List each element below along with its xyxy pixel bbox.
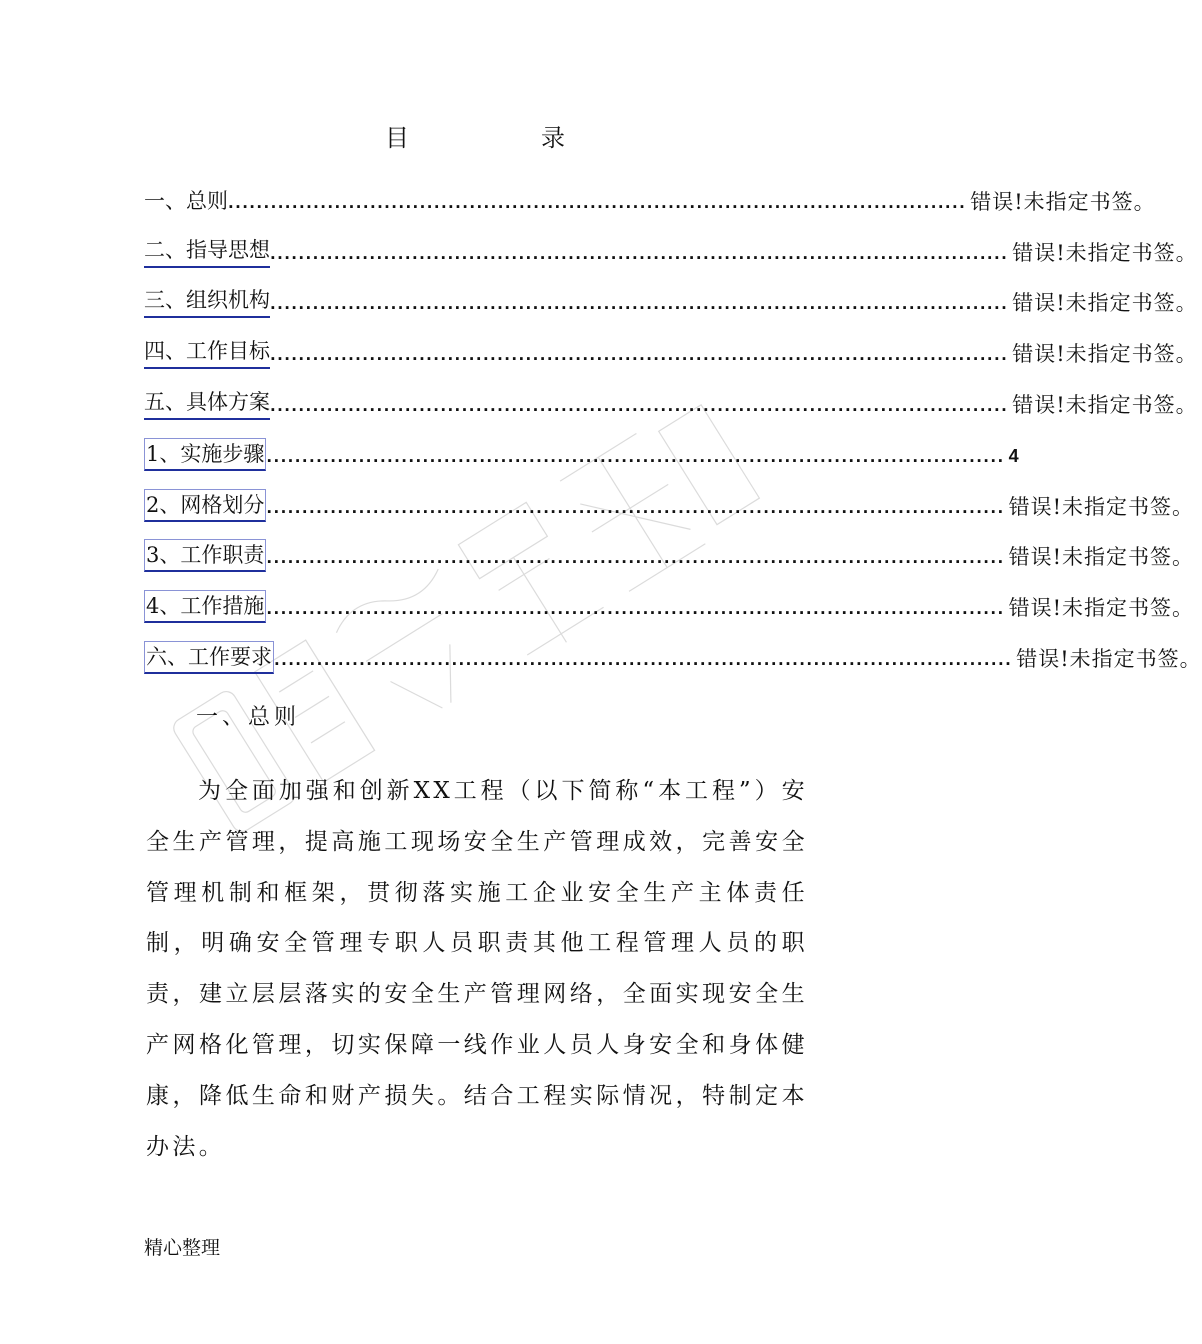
toc-entry-label: 五、具体方案	[144, 387, 270, 420]
toc-leader-dots: ........................................................................................................	[228, 193, 967, 212]
footer-text: 精心整理	[144, 1237, 221, 1259]
toc-entry-label: 四、工作目标	[144, 336, 270, 369]
toc-entry-label: 2、网格划分	[144, 489, 266, 522]
toc-leader-dots: ........................................................................................................	[266, 498, 1005, 517]
toc-entry-page: 错误!未指定书签。	[1012, 291, 1198, 316]
toc-leader-dots: ........................................................................................................	[266, 600, 1005, 619]
section-heading: 一、总则	[196, 705, 301, 730]
toc-entry-label: 1、实施步骤	[144, 438, 266, 471]
toc-entry-page: 错误!未指定书签。	[1008, 596, 1195, 621]
toc-entry[interactable]	[144, 471, 1195, 522]
toc-entry-page: 错误!未指定书签。	[1008, 545, 1195, 570]
toc-entry[interactable]	[144, 268, 1198, 319]
toc-entry-page: 错误!未指定书签。	[1008, 494, 1195, 519]
body-paragraph: 为全面加强和创新XX工程（以下简称“本工程”）安全生产管理，提高施工现场安全生产管理成效，完善安全管理机制和框架，贯彻落实施工企业安全生产主体责任制，明确安全管理专职人员职责其他工程管理人员的职责，建立层层落实的安全生产管理网络，全面实现安全生产网格化管理，切实保障一线作业人员人身安全和身体健康，降低生命和财产损失。结合工程实际情况，特制定本办法。	[146, 778, 808, 1160]
table-of-contents	[144, 166, 1202, 674]
toc-leader-dots: ........................................................................................................	[266, 549, 1005, 568]
toc-leader-dots: ........................................................................................................	[270, 396, 1009, 415]
toc-entry-label: 三、组织机构	[144, 285, 270, 318]
toc-entry[interactable]	[144, 522, 1195, 573]
toc-entry-page: 错误!未指定书签。	[1012, 392, 1198, 417]
toc-entry[interactable]	[144, 572, 1195, 623]
toc-leader-dots: ........................................................................................................	[270, 295, 1009, 314]
toc-entry[interactable]	[144, 318, 1198, 369]
toc-leader-dots: ........................................................................................................	[270, 244, 1009, 263]
toc-leader-dots: ........................................................................................................	[266, 447, 1005, 466]
toc-entry-label: 六、工作要求	[144, 641, 274, 674]
toc-entry-label: 3、工作职责	[144, 539, 266, 572]
toc-entry-page: 4	[1008, 445, 1020, 466]
toc-entry-label: 一、总则	[144, 188, 228, 213]
toc-entry-page: 错误!未指定书签。	[1016, 646, 1202, 671]
toc-entry[interactable]	[144, 420, 1020, 471]
toc-leader-dots: ........................................................................................................	[274, 650, 1013, 669]
toc-entry-page: 错误!未指定书签。	[1012, 240, 1198, 265]
toc-entry-label: 二、指导思想	[144, 235, 270, 268]
toc-entry-label: 4、工作措施	[144, 590, 266, 623]
toc-entry-page: 错误!未指定书签。	[970, 189, 1156, 214]
toc-entry-page: 错误!未指定书签。	[1012, 342, 1198, 367]
toc-title: 目 录	[385, 124, 619, 152]
toc-entry[interactable]	[144, 217, 1198, 268]
toc-entry[interactable]	[144, 369, 1198, 420]
toc-entry[interactable]	[144, 166, 1156, 217]
toc-leader-dots: ........................................................................................................	[270, 346, 1009, 365]
toc-entry[interactable]	[144, 623, 1202, 674]
